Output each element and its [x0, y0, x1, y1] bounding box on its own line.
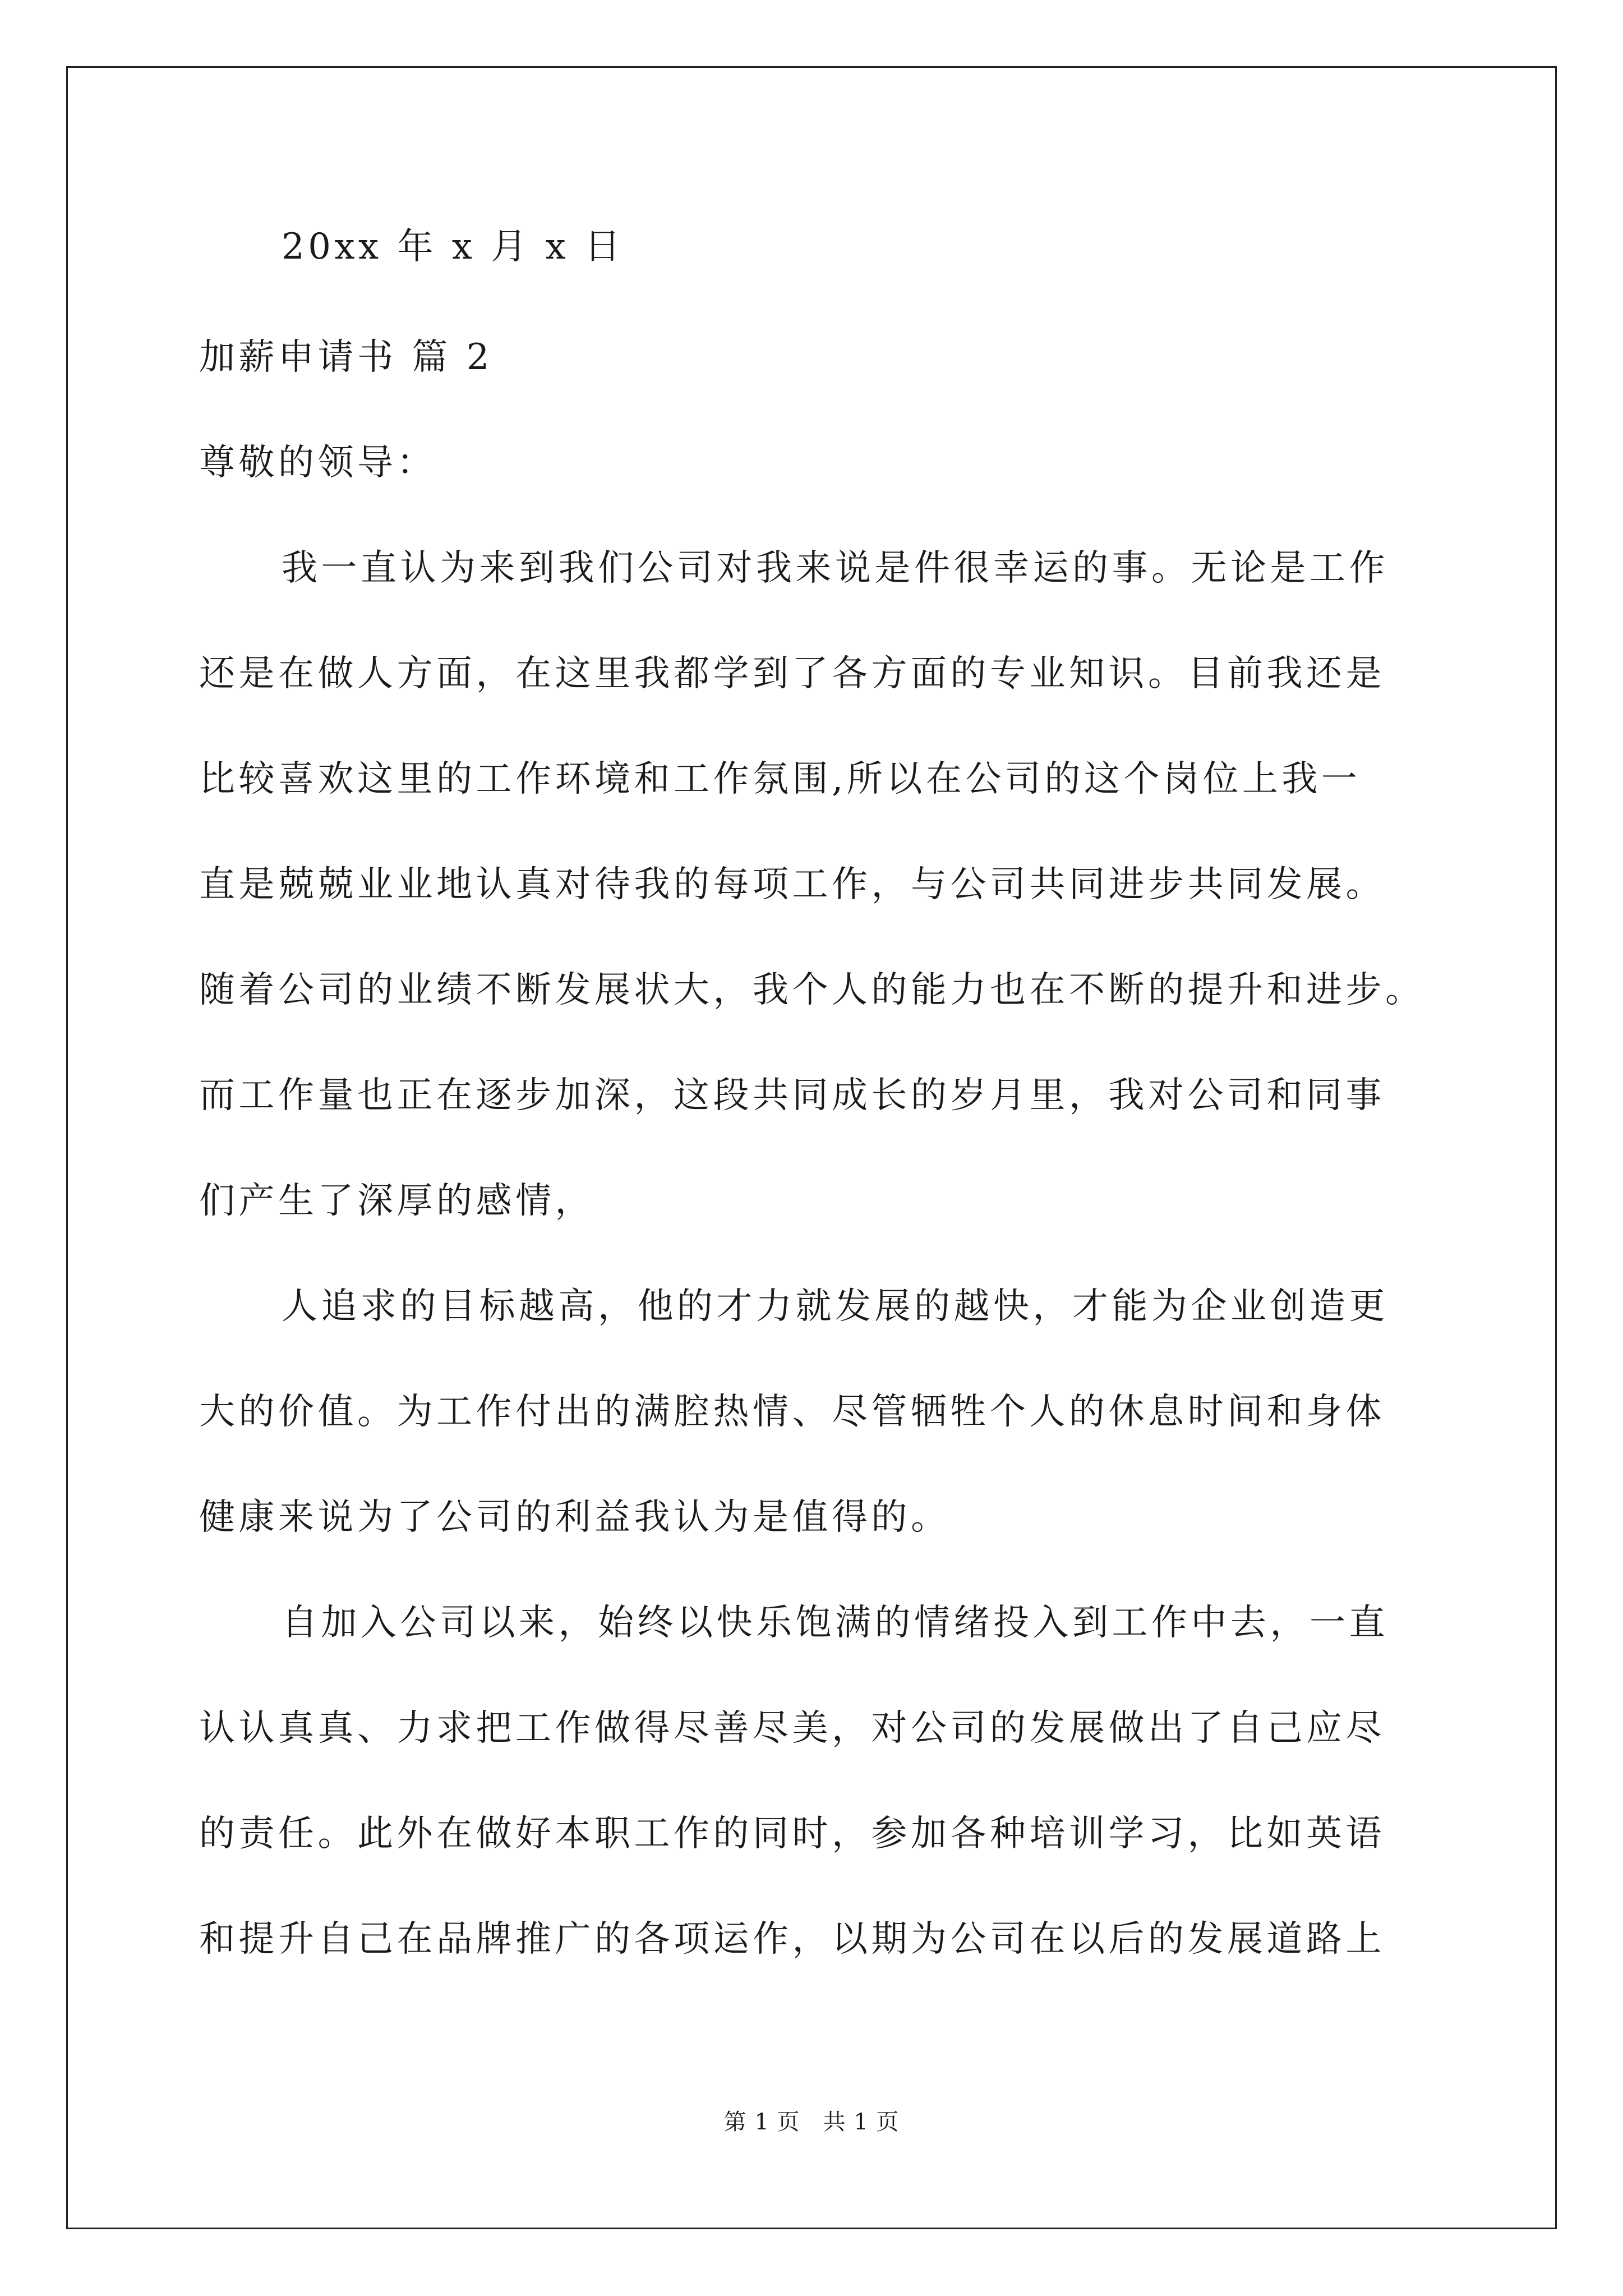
body-line: 而工作量也正在逐步加深，这段共同成长的岁月里，我对公司和同事 — [199, 1075, 1385, 1116]
body-line: 健康来说为了公司的利益我认为是值得的。 — [199, 1497, 951, 1538]
date-line: 20xx 年 x 月 x 日 — [282, 226, 624, 268]
body-line: 和提升自己在品牌推广的各项运作，以期为公司在以后的发展道路上 — [199, 1918, 1385, 1960]
body-line: 还是在做人方面，在这里我都学到了各方面的专业知识。目前我还是 — [199, 653, 1385, 694]
body-line: 人追求的目标越高，他的才力就发展的越快，才能为企业创造更 — [282, 1286, 1389, 1327]
salutation: 尊敬的领导： — [199, 442, 436, 484]
body-line: 直是兢兢业业地认真对待我的每项工作，与公司共同进步共同发展。 — [199, 864, 1385, 905]
page-border — [66, 66, 1557, 2229]
body-line: 认认真真、力求把工作做得尽善尽美，对公司的发展做出了自己应尽 — [199, 1708, 1385, 1749]
body-line: 比较喜欢这里的工作环境和工作氛围,所以在公司的这个岗位上我一 — [199, 758, 1361, 800]
page-number-footer: 第 1 页 共 1 页 — [723, 2109, 900, 2135]
body-line: 我一直认为来到我们公司对我来说是件很幸运的事。无论是工作 — [282, 547, 1389, 589]
body-line: 们产生了深厚的感情， — [199, 1180, 594, 1222]
body-line: 的责任。此外在做好本职工作的同时，参加各种培训学习，比如英语 — [199, 1813, 1385, 1855]
document-title: 加薪申请书 篇 2 — [199, 337, 493, 378]
body-line: 随着公司的业绩不断发展状大，我个人的能力也在不断的提升和进步。 — [199, 969, 1425, 1011]
body-line: 大的价值。为工作付出的满腔热情、尽管牺牲个人的休息时间和身体 — [199, 1391, 1385, 1433]
body-line: 自加入公司以来，始终以快乐饱满的情绪投入到工作中去，一直 — [282, 1602, 1389, 1644]
